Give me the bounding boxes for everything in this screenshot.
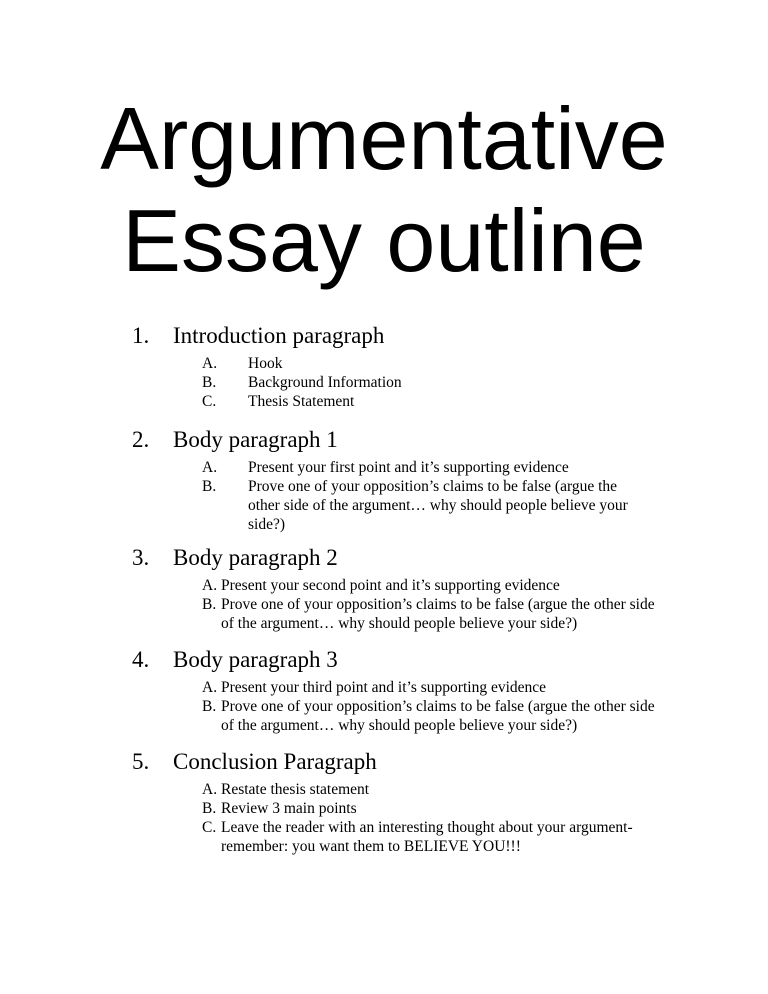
outline-section-conclusion	[132, 748, 692, 856]
section-heading	[132, 646, 692, 674]
item-letter: A.	[202, 577, 218, 594]
item-text: Present your second point and it’s supporting evidence	[221, 577, 560, 594]
section-heading	[132, 544, 692, 572]
item-text: Prove one of your opposition’s claims to be false (argue the other side of the argument… why should people believe your side?)	[221, 596, 655, 632]
section-items	[132, 576, 692, 633]
item-letter: B.	[202, 698, 217, 715]
list-item	[132, 373, 692, 392]
outline-section-body-2	[132, 544, 692, 633]
item-letter: A.	[202, 679, 218, 696]
title-line-1: Argumentative	[100, 89, 668, 188]
list-item	[132, 818, 692, 856]
section-heading	[132, 426, 692, 454]
section-number: 2.	[132, 427, 150, 452]
item-text: Prove one of your opposition’s claims to be false (argue the other side of the argument… why should people believe your side?)	[221, 698, 655, 734]
page-title	[0, 88, 768, 292]
item-text: Review 3 main points	[221, 800, 357, 817]
section-label: Body paragraph 3	[173, 647, 338, 672]
outline-section-body-1	[132, 426, 692, 534]
item-text: Restate thesis statement	[221, 781, 370, 798]
section-items	[132, 458, 692, 534]
item-text: Background Information	[248, 374, 402, 391]
list-item	[132, 697, 692, 735]
list-item	[132, 595, 692, 633]
item-text: Thesis Statement	[248, 393, 355, 410]
list-item	[132, 458, 692, 477]
list-item	[132, 477, 692, 534]
title-line-2: Essay outline	[122, 191, 646, 290]
section-label: Conclusion Paragraph	[173, 749, 377, 774]
item-text: Present your first point and it’s supporting evidence	[248, 459, 569, 476]
list-item	[132, 576, 692, 595]
item-letter: B.	[202, 478, 217, 495]
item-text: Present your third point and it’s supporting evidence	[221, 679, 547, 696]
section-heading	[132, 748, 692, 776]
item-letter: A.	[202, 355, 218, 372]
item-letter: C.	[202, 393, 217, 410]
item-letter: C.	[202, 819, 217, 836]
section-number: 4.	[132, 647, 150, 672]
section-number: 1.	[132, 323, 150, 348]
section-items	[132, 354, 692, 411]
section-items	[132, 678, 692, 735]
list-item	[132, 780, 692, 799]
item-letter: B.	[202, 800, 217, 817]
list-item	[132, 392, 692, 411]
section-number: 3.	[132, 545, 150, 570]
item-letter: B.	[202, 374, 217, 391]
section-items	[132, 780, 692, 856]
outline-section-introduction	[132, 322, 692, 411]
item-letter: A.	[202, 459, 218, 476]
item-text: Hook	[248, 355, 283, 372]
item-text: Leave the reader with an interesting thought about your argument- remember: you want them to BELIEVE YOU!!!	[221, 819, 633, 855]
list-item	[132, 678, 692, 697]
section-number: 5.	[132, 749, 150, 774]
list-item	[132, 799, 692, 818]
item-letter: A.	[202, 781, 218, 798]
item-letter: B.	[202, 596, 217, 613]
list-item	[132, 354, 692, 373]
section-heading	[132, 322, 692, 350]
section-label: Introduction paragraph	[173, 323, 385, 348]
section-label: Body paragraph 2	[173, 545, 338, 570]
section-label: Body paragraph 1	[173, 427, 338, 452]
outline-section-body-3	[132, 646, 692, 735]
item-text: Prove one of your opposition’s claims to be false (argue the other side of the argument… why should people believe your side?)	[248, 478, 628, 533]
